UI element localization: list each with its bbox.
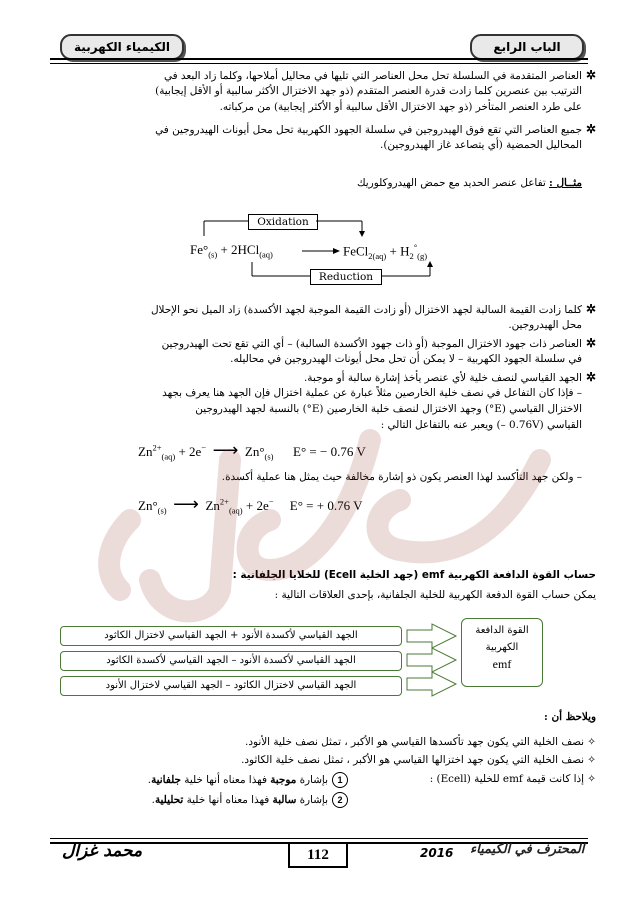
diamond-icon: ✧ bbox=[583, 736, 596, 748]
asterisk-icon: ✲ bbox=[585, 370, 596, 384]
notice-line: ✧ إذا كانت قيمة emf للخلية (Ecell) : bbox=[429, 773, 596, 785]
case-line: 2بإشارة سالبة فهذا معناه أنها خلية تحليلية. bbox=[128, 792, 348, 808]
bullet-line: ✲كلما زادت القيمة السالبة لجهد الاختزال (أو زادت القيمة الموجبة لجهد الأكسدة) زاد الميل نحو الإحلال bbox=[150, 302, 596, 316]
relation-box: الجهد القياسي لاختزال الكاثود – الجهد القياسي لاختزال الأنود bbox=[60, 676, 402, 696]
notice-line: ✧ نصف الخلية التي يكون جهد اختزالها القياسي هو الأكبر ، تمثل نصف خلية الكاثود. bbox=[241, 754, 596, 766]
relation-box: الجهد القياسي لأكسدة الأنود + الجهد القياسي لاختزال الكاثود bbox=[60, 626, 402, 646]
number-circle-icon: 2 bbox=[332, 792, 348, 808]
emf-box: القوة الدافعة الكهربية emf bbox=[461, 618, 543, 687]
case-line: 1بإشارة موجبة فهذا معناه أنها خلية جلفانية. bbox=[128, 772, 348, 788]
diamond-icon: ✧ bbox=[583, 773, 596, 785]
oxidation-note: – ولكن جهد التأكسد لهذا العنصر يكون ذو إشارة مخالفة حيث يمثل هنا عملية أكسدة. bbox=[221, 471, 582, 483]
diamond-icon: ✧ bbox=[583, 754, 596, 766]
asterisk-icon: ✲ bbox=[585, 302, 596, 316]
number-circle-icon: 1 bbox=[332, 772, 348, 788]
zinc-reduction-equation: $Zn^{2+}_{(aq)} + 2e^-$ ⟶ $Zn^\circ_{(s)}$ E° = − 0.76 V bbox=[138, 440, 366, 462]
bullet-line: محل الهيدروجين. bbox=[508, 319, 582, 331]
reduction-label: Reduction bbox=[310, 269, 382, 285]
bullet-line: على طرد العنصر المتأخر (ذو جهد الاختزال الأقل سالبية أو الأكثر إيجابية) من مركباته. bbox=[219, 101, 582, 113]
page-number: 112 bbox=[288, 842, 348, 868]
zinc-oxidation-equation: $Zn^\circ_{(s)}$ ⟶ $Zn^{2+}_{(aq)} + 2e^-$ E° = + 0.76 V bbox=[138, 494, 363, 516]
bullet-line: ✲الجهد القياسي لنصف خلية لأي عنصر يأخذ إشارة سالبة أو موجبة. bbox=[303, 370, 596, 384]
section-intro: يمكن حساب القوة الدفعة الكهربية للخلية الجلفانية، بإحدى العلاقات التالية : bbox=[274, 589, 596, 601]
asterisk-icon: ✲ bbox=[585, 68, 596, 82]
bullet-line: ✲جميع العناصر التي تقع فوق الهيدروجين في سلسلة الجهود الكهربية تحل محل أيونات الهيدروجين في bbox=[155, 122, 596, 136]
footer-author-signature: محمد غزال bbox=[62, 841, 143, 861]
notice-label: ويلاحظ أن : bbox=[544, 711, 596, 723]
bullet-line: المحاليل الحمضية (أي يتصاعد غاز الهيدروجين). bbox=[380, 139, 582, 151]
asterisk-icon: ✲ bbox=[585, 336, 596, 350]
notice-line: ✧ نصف الخلية التي يكون جهد تأكسدها القياسي هو الأكبر ، تمثل نصف خلية الأنود. bbox=[245, 736, 596, 748]
bullet-line: ✲العناصر المتقدمة في السلسلة تحل محل العناصر التي تليها في محاليل أملاحها، وكلما زاد البعد في bbox=[163, 68, 596, 82]
header-subject-badge: الكيمياء الكهربية bbox=[60, 34, 184, 60]
bullet-line: في سلسلة الجهود الكهربية – لا يمكن أن تحل محل أيونات الهيدروجين في محاليله. bbox=[230, 353, 582, 365]
header-chapter-badge: الباب الرابع bbox=[470, 34, 584, 60]
oxidation-label: Oxidation bbox=[248, 214, 318, 230]
reaction-products: FeCl$_{2(aq)}$ + $H_2^\circ_{(g)}$ bbox=[343, 242, 428, 261]
bullet-line: ✲العناصر ذات جهود الاختزال الموجبة (أو ذات جهود الأكسدة السالبة) – أي التي تقع تحت الهيدروجين bbox=[161, 336, 596, 350]
footer-year: 2016 bbox=[420, 846, 454, 860]
bullet-line: – فإذا كان التفاعل في نصف خلية الخارصين مثلاً عبارة عن عملية اختزال فإن الجهد هنا يعرف بجهد bbox=[162, 387, 582, 399]
asterisk-icon: ✲ bbox=[585, 122, 596, 136]
bullet-line: الاختزال القياسي (E°) وجهد الاختزال لنصف خلية الخارصين (E°) بالنسبة لجهد الهيدروجين bbox=[195, 403, 582, 415]
bullet-line: الترتيب بين عنصرين كلما زادت قدرة العنصر المتقدم (ذو جهد الاختزال الأكثر سالبية أو الأقل إيجابية) bbox=[155, 85, 582, 97]
example-line: مثــال : تفاعل عنصر الحديد مع حمض الهيدروكلوريك bbox=[357, 177, 582, 189]
reaction-equation: $Fe^\circ_{(s)} + 2HCl_{(aq)}$ bbox=[190, 242, 273, 260]
bullet-line: القياسي (0.76V –) ويعبر عنه بالتفاعل التالي : bbox=[380, 419, 582, 431]
relation-box: الجهد القياسي لأكسدة الأنود – الجهد القياسي لأكسدة الكاثود bbox=[60, 651, 402, 671]
section-title: حساب القوة الدافعة الكهربية emf (جهد الخلية Ecell) للخلايا الجلفانية : bbox=[232, 569, 596, 581]
footer-brand: المحترف في الكيمياء bbox=[470, 842, 585, 857]
